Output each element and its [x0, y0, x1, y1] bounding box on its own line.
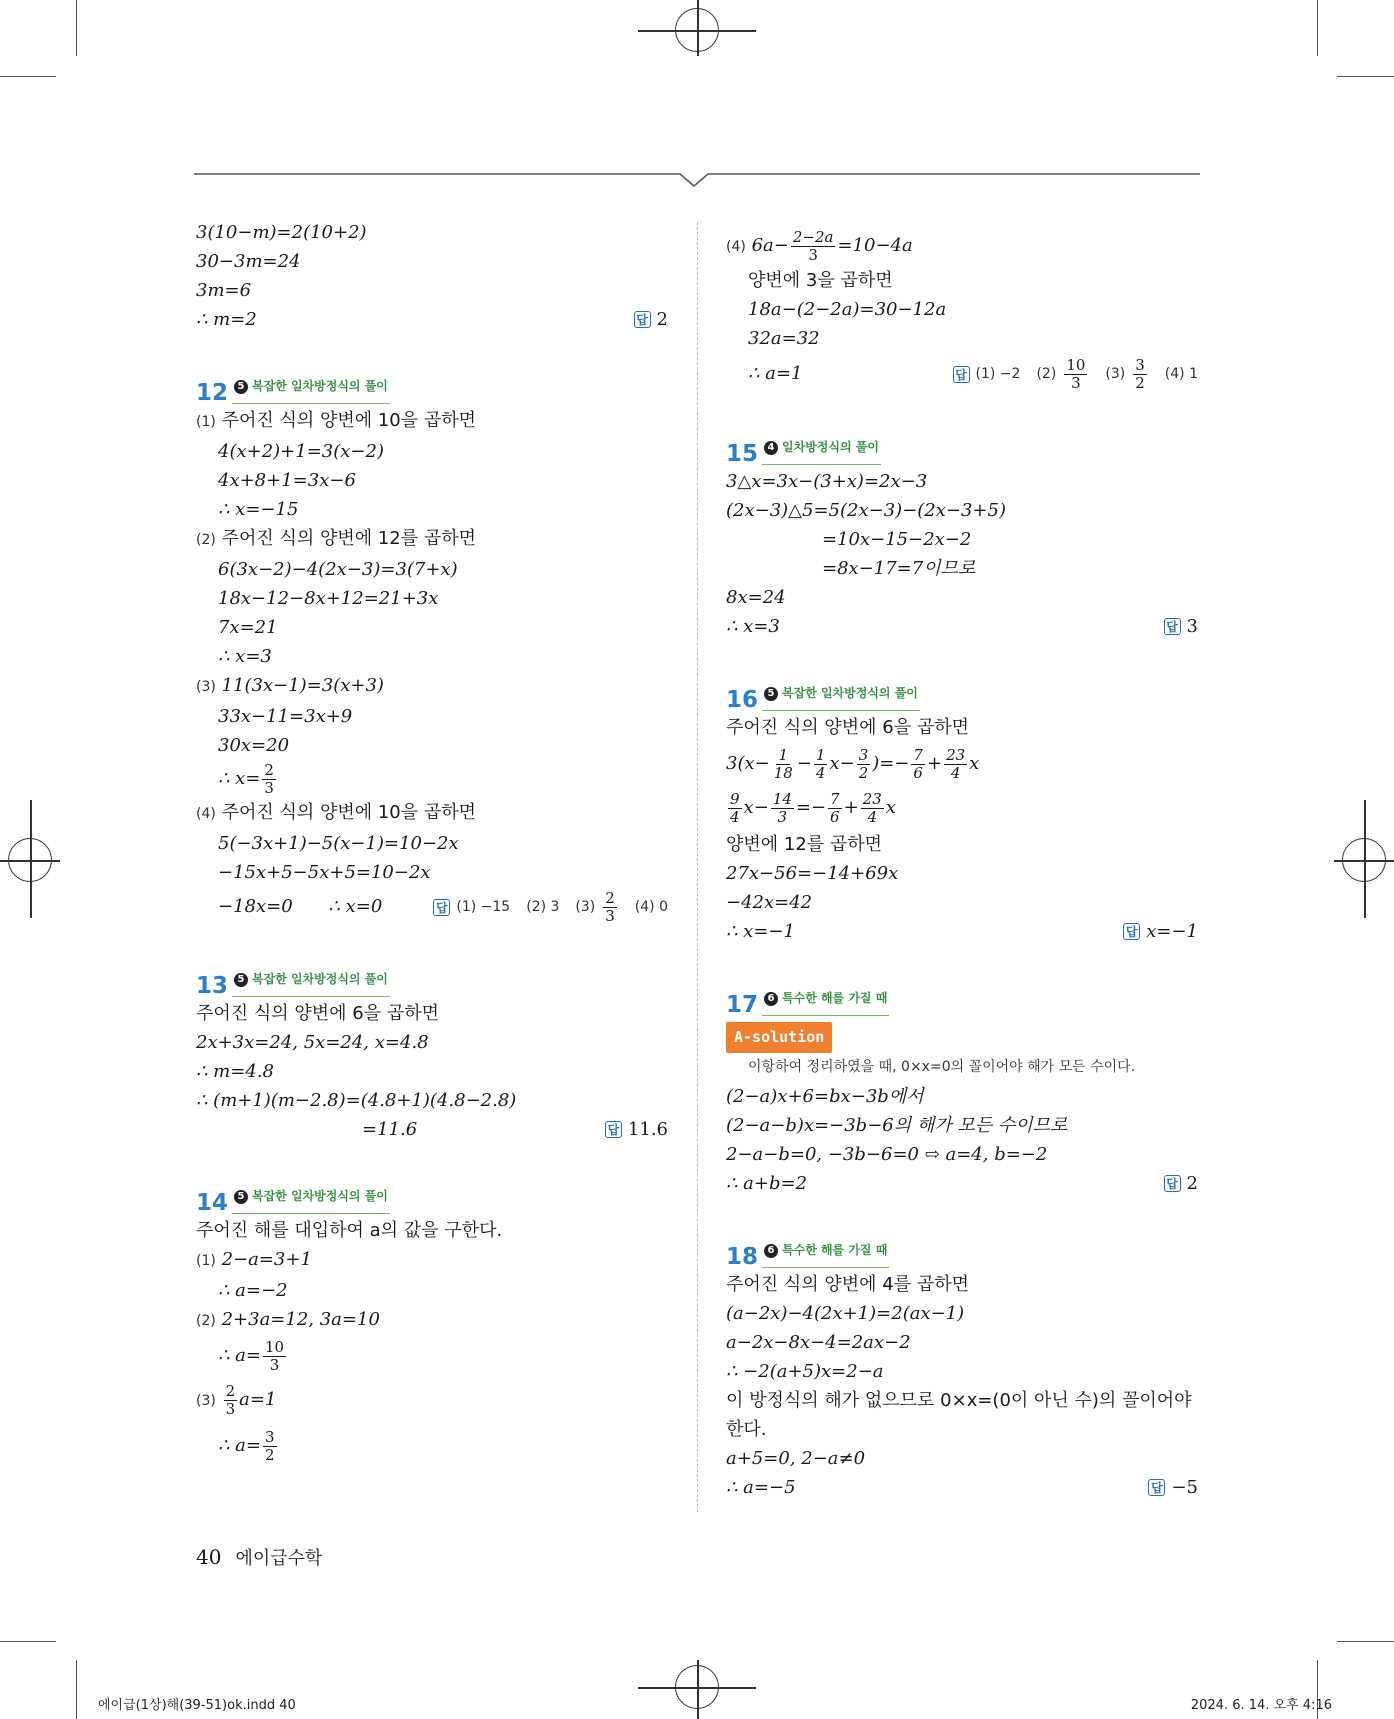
book-title: 에이급수학 [235, 1548, 323, 1569]
numerator: 23 [946, 745, 966, 764]
answer-icon: 답 [634, 311, 651, 328]
equation: ∴ x=0 [328, 896, 383, 917]
header-rule [194, 168, 1200, 192]
numerator: 2−2a [792, 227, 834, 246]
equation-line [196, 1336, 668, 1376]
answer-box [605, 1115, 668, 1144]
answer-line [726, 612, 1198, 641]
topic-tag [762, 433, 881, 465]
denominator: 3 [808, 245, 818, 264]
answer-box [1164, 612, 1198, 641]
question-header [196, 965, 668, 999]
crop-mark-bl-v [76, 1660, 77, 1719]
question-header [726, 679, 1198, 713]
equation-line: (2−a−b)x=−3b−6의 해가 모든 수이므로 [726, 1115, 1068, 1136]
equation-line: 30−3m=24 [196, 251, 301, 272]
equation: ∴ a+b=2 [726, 1173, 808, 1194]
equation: + [843, 797, 859, 818]
question-header [726, 433, 1198, 467]
fraction [262, 762, 276, 797]
question-18 [726, 1236, 1198, 1502]
equation-line: 3△x=3x−(3+x)=2x−3 [726, 471, 928, 492]
equation-line: ∴ x=−15 [218, 499, 299, 520]
answer-box [1123, 917, 1198, 946]
step-text: 이 방정식의 해가 없으므로 0×x=(0이 아닌 수)의 꼴이어야 [726, 1390, 1192, 1411]
numerator: 2 [605, 888, 615, 907]
right-column [726, 226, 1198, 1502]
equation-line: 27x−56=−14+69x [726, 863, 899, 884]
page-footer [196, 1544, 322, 1570]
equation-line: 33x−11=3x+9 [218, 706, 353, 727]
equation-line: ∴ a=−2 [218, 1280, 288, 1301]
equation-line: a+5=0, 2−a≠0 [726, 1448, 866, 1469]
a-solution-badge: A-solution [726, 1022, 832, 1053]
question-header [726, 1236, 1198, 1270]
equation: ∴ m=2 [196, 309, 257, 330]
equation-line: 30x=20 [218, 735, 290, 756]
equation-line [726, 226, 1198, 266]
numerator: 2 [264, 760, 274, 779]
denominator: 6 [913, 763, 923, 782]
step-text: 주어진 식의 양변에 10을 곱하면 [221, 410, 477, 431]
answer-value: −5 [1171, 1477, 1198, 1498]
equation-line [196, 760, 668, 798]
topic-label: 특수한 해를 가질 때 [782, 991, 888, 1005]
answer-value: 2 [656, 309, 668, 330]
numerator: 10 [265, 1337, 285, 1356]
question-number: 16 [726, 687, 759, 713]
question-14 [196, 1182, 668, 1468]
topic-label: 특수한 해를 가질 때 [782, 1243, 888, 1257]
part-label: (4) [726, 239, 746, 255]
numerator: 7 [830, 789, 840, 808]
equation-line [726, 742, 1198, 786]
equation-line: 6(3x−2)−4(2x−3)=3(7+x) [218, 559, 458, 580]
part-label: (2) [196, 532, 216, 548]
equation-line: ∴ m=4.8 [196, 1061, 274, 1082]
left-column [196, 218, 668, 1468]
answer-value: (2) [1036, 366, 1057, 382]
denominator: 3 [777, 807, 788, 826]
denominator: 4 [867, 807, 877, 826]
topic-label: 복잡한 일차방정식의 풀이 [252, 1189, 388, 1203]
print-date: 2024. 6. 14. 오후 4:16 [1190, 1698, 1332, 1713]
topic-label: 복잡한 일차방정식의 풀이 [252, 972, 388, 986]
denominator: 6 [830, 807, 840, 826]
answer-value: x=−1 [1146, 921, 1198, 942]
question-number: 13 [196, 973, 229, 999]
question-15 [726, 433, 1198, 641]
topic-tag [232, 1182, 390, 1214]
equation-line: ∴ (m+1)(m−2.8)=(4.8+1)(4.8−2.8) [196, 1090, 517, 1111]
denominator: 3 [269, 1355, 280, 1374]
equation-line: ∴ −2(a+5)x=2−a [726, 1361, 884, 1382]
step-text: 주어진 해를 대입하여 a의 값을 구한다. [196, 1220, 503, 1241]
step-text: 한다. [726, 1419, 767, 1440]
answer-icon: 답 [1123, 923, 1140, 940]
equation: + [926, 753, 943, 774]
denominator: 2 [265, 1445, 275, 1464]
hint-note: 이항하여 정리하였을 때, 0×x=0의 꼴이어야 해가 모든 수이다. [748, 1059, 1136, 1075]
step-text: 양변에 3을 곱하면 [748, 270, 893, 291]
numerator: 9 [730, 789, 740, 808]
step-text: 주어진 식의 양변에 12를 곱하면 [221, 528, 477, 549]
denominator: 3 [225, 1399, 236, 1418]
equation: x− [829, 753, 855, 774]
answer-box [433, 887, 668, 927]
equation-line: 5(−3x+1)−5(x−1)=10−2x [218, 833, 459, 854]
q11-solution-end [196, 218, 668, 334]
topic-tag [762, 1236, 889, 1268]
question-header [196, 372, 668, 406]
equation-line [196, 1376, 668, 1424]
answer-value: (1) −2 [975, 366, 1021, 382]
question-14-continued [726, 226, 1198, 395]
numerator: 2 [225, 1381, 236, 1400]
answer-icon: 답 [1164, 618, 1181, 635]
equation-line: 3m=6 [196, 280, 252, 301]
answer-line [196, 305, 668, 334]
equation-line: 7x=21 [218, 617, 278, 638]
answer-line [726, 1169, 1198, 1198]
equation: 11(3x−1)=3(x+3) [221, 675, 384, 696]
topic-tag [762, 984, 889, 1016]
topic-number-badge: 5 [234, 380, 248, 394]
topic-number-badge: 6 [764, 992, 778, 1006]
question-12 [196, 372, 668, 927]
equation: a=1 [239, 1389, 277, 1410]
answer-line [726, 353, 1198, 395]
fraction [814, 747, 828, 782]
question-number: 18 [726, 1244, 759, 1270]
answer-icon: 답 [605, 1121, 622, 1138]
crop-mark-tl-h [0, 76, 56, 77]
fraction [828, 791, 842, 826]
denominator: 3 [1071, 373, 1081, 392]
answer-line [726, 917, 1198, 946]
answer-line [196, 1115, 668, 1144]
numerator: 3 [1135, 355, 1145, 374]
question-header [196, 1182, 668, 1216]
step-text: 주어진 식의 양변에 6을 곱하면 [726, 717, 969, 738]
numerator: 1 [778, 745, 789, 764]
part-label: (3) [196, 679, 216, 695]
equation: =10−4a [837, 235, 913, 256]
equation: ∴ x=3 [726, 616, 780, 637]
answer-line [726, 1473, 1198, 1502]
crop-mark-tl-v [76, 0, 77, 56]
equation: ∴ x=−1 [726, 921, 795, 942]
numerator: 10 [1066, 355, 1086, 374]
answer-value: 11.6 [627, 1119, 668, 1140]
denominator: 3 [264, 778, 274, 797]
fraction [1133, 357, 1147, 392]
equation: ∴ a=1 [748, 363, 803, 384]
numerator: 14 [772, 789, 792, 808]
part-label: (3) [196, 1393, 216, 1409]
denominator: 4 [950, 763, 961, 782]
step-text: 주어진 식의 양변에 4를 곱하면 [726, 1274, 969, 1295]
equation: − [796, 753, 812, 774]
equation-line: (2x−3)△5=5(2x−3)−(2x−3+5) [726, 500, 1006, 521]
question-header [726, 984, 1198, 1018]
answer-value: 2 [1186, 1173, 1198, 1194]
denominator: 4 [730, 807, 740, 826]
equation-line: (a−2x)−4(2x+1)=2(ax−1) [726, 1303, 965, 1324]
answer-box [634, 305, 668, 334]
step-text: 주어진 식의 양변에 6을 곱하면 [196, 1003, 439, 1024]
equation-line: 3(10−m)=2(10+2) [196, 222, 367, 243]
equation: =− [795, 797, 827, 818]
equation: ∴ a=−5 [726, 1477, 796, 1498]
topic-number-badge: 5 [234, 973, 248, 987]
equation-line: 18a−(2−2a)=30−12a [748, 299, 947, 320]
fraction [771, 791, 794, 826]
crop-mark-br-h [1337, 1641, 1394, 1642]
equation-line: 32a=32 [748, 328, 820, 349]
crop-mark-tr-v [1317, 0, 1318, 56]
equation-line: =10x−15−2x−2 [822, 529, 972, 550]
question-number: 17 [726, 992, 759, 1018]
equation: )=− [872, 753, 910, 774]
equation-line: 2−a−b=0, −3b−6=0 ⇨ a=4, b=−2 [726, 1144, 1048, 1165]
fraction [224, 1383, 238, 1418]
equation: ∴ a= [218, 1345, 261, 1366]
fraction [728, 791, 742, 826]
equation-line: −42x=42 [726, 892, 813, 913]
numerator: 3 [858, 745, 869, 764]
question-number: 15 [726, 441, 759, 467]
equation: 2−a=3+1 [221, 1249, 312, 1270]
answer-box [953, 353, 1198, 395]
step-text: 주어진 식의 양변에 10을 곱하면 [221, 802, 477, 823]
topic-number-badge: 6 [764, 1244, 778, 1258]
fraction [1064, 357, 1087, 392]
denominator: 3 [605, 906, 615, 925]
answer-icon: 답 [1148, 1479, 1165, 1496]
equation: 2+3a=12, 3a=10 [221, 1309, 380, 1330]
answer-value: (3) [1105, 366, 1126, 382]
part-label: (1) [196, 414, 216, 430]
numerator: 1 [815, 745, 826, 764]
column-divider [697, 222, 698, 1512]
equation-line: ∴ x=3 [218, 646, 272, 667]
equation: x [969, 753, 980, 774]
fraction [263, 1429, 277, 1464]
topic-tag [232, 372, 390, 404]
answer-icon: 답 [1164, 1175, 1181, 1192]
topic-label: 복잡한 일차방정식의 풀이 [782, 686, 918, 700]
equation: 3(x− [726, 753, 770, 774]
equation-line: 18x−12−8x+12=21+3x [218, 588, 439, 609]
topic-tag [232, 965, 390, 997]
print-file-name: 에이급(1상)해(39-51)ok.indd 40 [98, 1698, 296, 1713]
fraction [791, 229, 836, 264]
fraction [861, 791, 884, 826]
question-16 [726, 679, 1198, 946]
equation-line: −15x+5−5x+5=10−2x [218, 862, 431, 883]
equation: x− [743, 797, 769, 818]
equation: ∴ a= [218, 1435, 261, 1456]
answer-box [1164, 1169, 1198, 1198]
topic-label: 복잡한 일차방정식의 풀이 [252, 379, 388, 393]
equation-line [726, 786, 1198, 830]
topic-label: 일차방정식의 풀이 [782, 440, 879, 454]
step-text: 양변에 12를 곱하면 [726, 834, 883, 855]
answer-value: (1) −15 [456, 899, 511, 915]
topic-tag [762, 679, 920, 711]
crop-mark-tr-h [1337, 76, 1394, 77]
part-label: (2) [196, 1313, 216, 1329]
question-13 [196, 965, 668, 1144]
equation-line: 2x+3x=24, 5x=24, x=4.8 [196, 1032, 429, 1053]
equation: ∴ x= [218, 768, 261, 789]
part-label: (4) [196, 806, 216, 822]
equation-line: 4x+8+1=3x−6 [218, 470, 356, 491]
equation-line [196, 1424, 668, 1468]
equation-line: 8x=24 [726, 587, 786, 608]
topic-number-badge: 5 [764, 687, 778, 701]
fraction [603, 890, 617, 925]
denominator: 2 [1135, 373, 1145, 392]
fraction [772, 747, 795, 782]
question-number: 14 [196, 1190, 229, 1216]
page-number: 40 [196, 1545, 222, 1569]
fraction [944, 747, 967, 782]
equation-line: (2−a)x+6=bx−3b에서 [726, 1086, 924, 1107]
equation: x [885, 797, 896, 818]
topic-number-badge: 4 [764, 441, 778, 455]
denominator: 18 [773, 763, 793, 782]
numerator: 23 [862, 789, 882, 808]
numerator: 3 [265, 1427, 275, 1446]
answer-icon: 답 [433, 899, 450, 916]
fraction [857, 747, 871, 782]
fraction [263, 1339, 286, 1374]
equation-line: 4(x+2)+1=3(x−2) [218, 441, 384, 462]
part-label: (1) [196, 1253, 216, 1269]
denominator: 4 [815, 763, 826, 782]
question-number: 12 [196, 380, 229, 406]
fraction [911, 747, 925, 782]
equation-line: a−2x−8x−4=2ax−2 [726, 1332, 911, 1353]
answer-value: (3) [575, 899, 596, 915]
equation: =11.6 [362, 1119, 418, 1140]
topic-number-badge: 5 [234, 1190, 248, 1204]
answer-value: (4) 1 [1164, 366, 1198, 382]
numerator: 7 [913, 745, 923, 764]
answer-value: (2) 3 [526, 899, 560, 915]
answer-value: (4) 0 [634, 899, 668, 915]
question-17 [726, 984, 1198, 1198]
denominator: 2 [858, 763, 869, 782]
equation: 6a− [751, 235, 789, 256]
answer-line [196, 887, 668, 927]
answer-icon: 답 [953, 366, 970, 383]
answer-value: 3 [1186, 616, 1198, 637]
equation-line: =8x−17=7이므로 [822, 558, 976, 579]
equation: −18x=0 [218, 896, 293, 917]
answer-box [1148, 1473, 1198, 1502]
crop-mark-bl-h [0, 1641, 56, 1642]
